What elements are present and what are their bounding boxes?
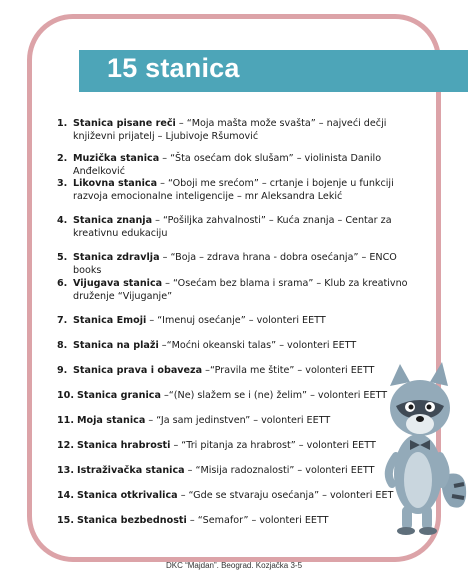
station-number: 8. — [57, 340, 68, 351]
station-name: Stanica Emoji — [73, 315, 147, 326]
station-number: 5. — [57, 252, 68, 263]
station-number: 3. — [57, 178, 68, 189]
station-item — [57, 515, 427, 528]
station-number: 15. — [57, 515, 74, 526]
station-name: Stanica na plaži — [73, 340, 159, 351]
station-name: Stanica hrabrosti — [77, 440, 171, 451]
station-number: 12. — [57, 440, 74, 451]
station-description: –“Pravila me štite” – volonteri EETT — [202, 365, 375, 376]
station-description: – “Pošiljka zahvalnosti” – Kuća znanja – Centar za kreativnu edukaciju — [73, 215, 392, 239]
station-name: Moja stanica — [77, 415, 146, 426]
station-number: 2. — [57, 153, 68, 164]
station-description: – “Imenuj osećanje” – volonteri EETT — [146, 315, 326, 326]
station-description: – “Gde se stvaraju osećanja” – volonteri EET — [177, 490, 394, 501]
station-item — [57, 465, 427, 478]
station-item — [57, 215, 427, 240]
station-description: –“(Ne) slažem se i (ne) želim” – volonteri EETT — [160, 390, 388, 401]
station-number: 1. — [57, 118, 68, 129]
station-name: Stanica bezbednosti — [77, 515, 187, 526]
station-description: – “Semafor” – volonteri EETT — [186, 515, 329, 526]
station-name: Vijugava stanica — [73, 278, 163, 289]
station-item — [57, 415, 427, 428]
station-number: 6. — [57, 278, 68, 289]
station-item — [57, 440, 427, 453]
station-name: Stanica zdravlja — [73, 252, 160, 263]
station-description: – “Tri pitanja za hrabrost” – volonteri EETT — [170, 440, 376, 451]
page-title: 15 stanica — [107, 53, 240, 83]
station-item — [57, 118, 427, 143]
station-name: Stanica otkrivalica — [77, 490, 178, 501]
station-number: 9. — [57, 365, 68, 376]
station-item — [57, 153, 427, 178]
station-name: Istraživačka stanica — [77, 465, 185, 476]
station-item — [57, 390, 427, 403]
station-item — [57, 278, 427, 303]
station-description: – “Osećam bez blama i srama” – Klub za kreativno druženje “Vijuganje” — [73, 278, 408, 302]
station-item — [57, 490, 427, 503]
station-name: Stanica znanja — [73, 215, 153, 226]
station-number: 4. — [57, 215, 68, 226]
station-description: – “Šta osećam dok slušam” – violinista Danilo Anđelković — [73, 153, 382, 177]
station-number: 13. — [57, 465, 74, 476]
station-description: –“Moćni okeanski talas” – volonteri EETT — [158, 340, 357, 351]
station-description: – “Oboji me srećom” – crtanje i bojenje u funkciji razvoja emocionalne inteligencije – mr Aleksandra Lekić — [73, 178, 394, 202]
station-name: Muzička stanica — [73, 153, 160, 164]
station-item — [57, 178, 427, 203]
station-name: Stanica pisane reči — [73, 118, 176, 129]
raccoon-illustration — [380, 356, 468, 536]
station-name: Stanica prava i obaveza — [73, 365, 203, 376]
title-banner — [79, 50, 468, 92]
station-number: 7. — [57, 315, 68, 326]
station-description: – “Moja mašta može svašta” – najveći dečji književni prijatelj – Ljubivoje Ršumović — [73, 118, 387, 142]
station-number: 14. — [57, 490, 74, 501]
station-description: – “Boja – zdrava hrana - dobra osećanja” – ENCO books — [73, 252, 397, 276]
station-name: Stanica granica — [77, 390, 161, 401]
station-item — [57, 315, 427, 328]
footer-address: DKC “Majdan”. Beograd. Kozjačka 3-5 — [165, 561, 303, 570]
station-item — [57, 252, 427, 277]
station-item — [57, 340, 427, 353]
station-name: Likovna stanica — [73, 178, 158, 189]
station-description: – “Misija radoznalosti” – volonteri EETT — [184, 465, 375, 476]
station-number: 10. — [57, 390, 74, 401]
station-number: 11. — [57, 415, 74, 426]
station-description: – “Ja sam jedinstven” – volonteri EETT — [145, 415, 331, 426]
station-item — [57, 365, 427, 378]
